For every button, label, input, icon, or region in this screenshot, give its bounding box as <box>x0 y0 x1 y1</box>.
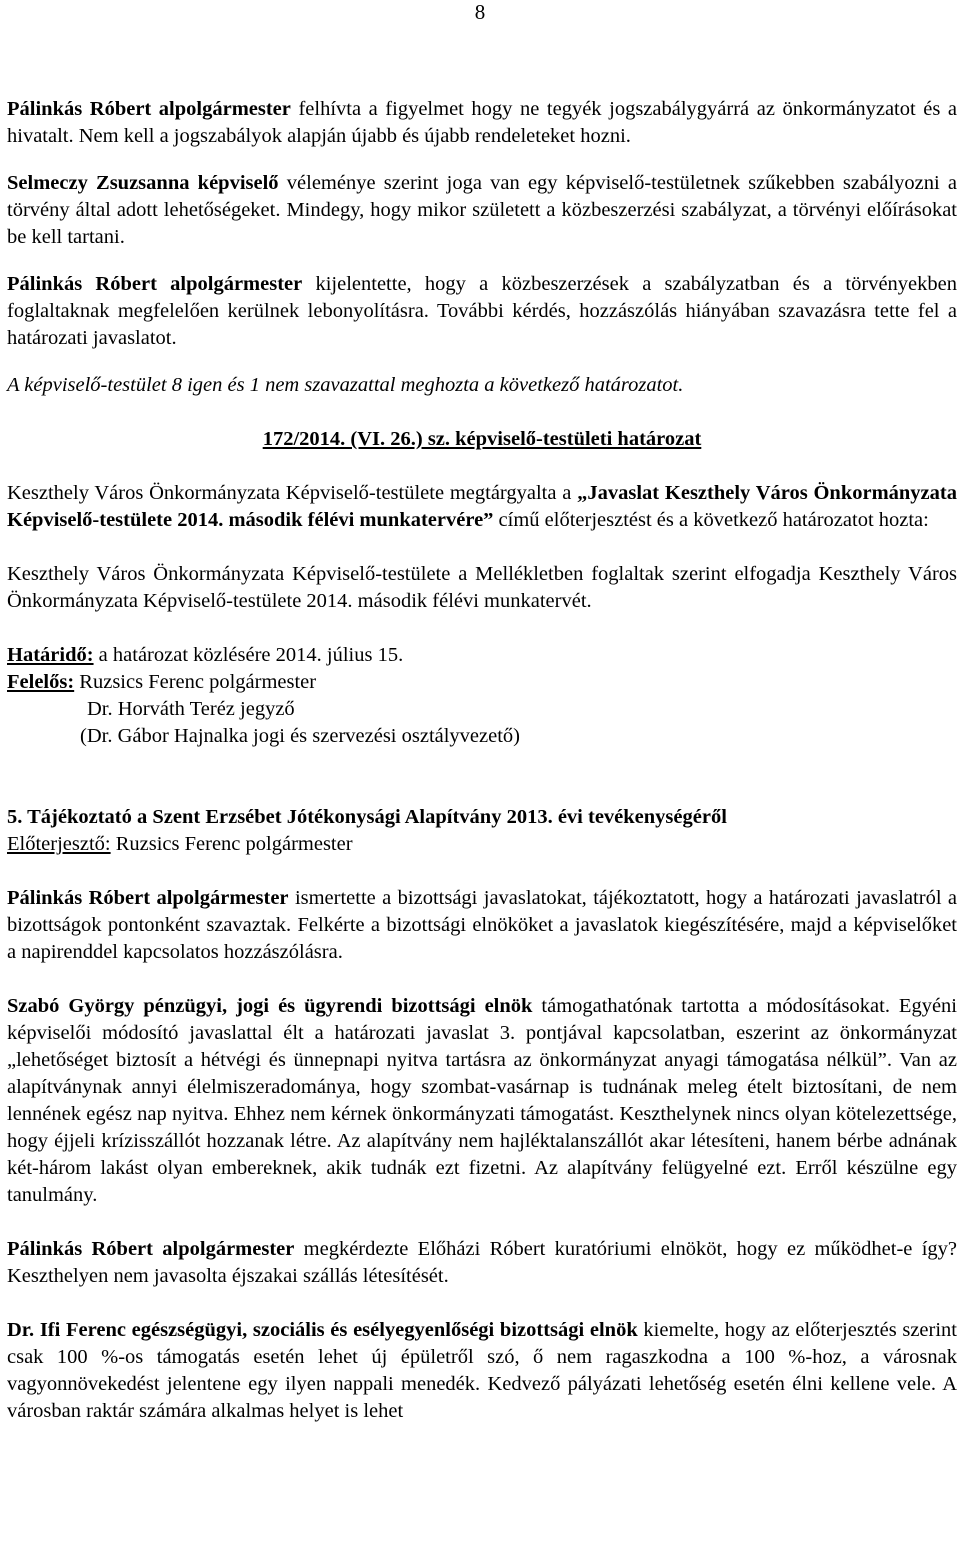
paragraph-text: kijelentette, hogy a közbeszerzések a szabályzatban és a törvényekben foglaltaknak megfelelően kerülnek lebonyolításra. További kérdés, hozzászólás hiányában szavazásra tette fel a határozati javaslatot. <box>7 273 957 349</box>
speaker-name: Pálinkás Róbert alpolgármester <box>7 1238 295 1260</box>
presenter-line: Előterjesztő: Ruzsics Ferenc polgármester <box>7 833 353 855</box>
speaker-name: Pálinkás Róbert alpolgármester <box>7 98 291 120</box>
paragraph-7 <box>7 1317 957 1425</box>
agenda-item-heading: 5. Tájékoztató a Szent Erzsébet Jótékonysági Alapítvány 2013. évi tevékenységéről <box>7 806 727 828</box>
resolution-body: Keszthely Város Önkormányzata Képviselő-testülete a Mellékletben foglaltak szerint elfogadja Keszthely Város Önkormányzata Képviselő-testülete 2014. második félévi munkatervét. <box>7 563 957 612</box>
paragraph-6 <box>7 1236 957 1290</box>
paragraph-5 <box>7 993 957 1209</box>
paragraph-2 <box>7 170 957 251</box>
speaker-name: Pálinkás Róbert alpolgármester <box>7 887 289 909</box>
paragraph-3 <box>7 271 957 352</box>
speaker-name: Dr. Ifi Ferenc egészségügyi, szociális és esélyegyenlőségi bizottsági elnök <box>7 1319 638 1341</box>
responsible-line-2: Dr. Horváth Teréz jegyző <box>87 698 295 720</box>
paragraph-text: véleménye szerint joga van egy képviselő-testületnek szűkebben szabályozni a törvény által adott lehetőségeket. Mindegy, hogy mikor született a közbeszerzési szabályzat, a törvényi előírásokat be kell tartani. <box>7 172 958 248</box>
speaker-name: Selmeczy Zsuzsanna képviselő <box>7 172 279 194</box>
resolution-title: 172/2014. (VI. 26.) sz. képviselő-testületi határozat <box>262 428 702 450</box>
responsible-line-3: (Dr. Gábor Hajnalka jogi és szervezési osztályvezető) <box>80 725 520 747</box>
vote-result: A képviselő-testület 8 igen és 1 nem szavazattal meghozta a következő határozatot. <box>7 374 684 396</box>
resolution-intro: Keszthely Város Önkormányzata Képviselő-testülete megtárgyalta a „Javaslat Keszthely Város Önkormányzata Képviselő-testülete 2014. második félévi munkatervére” című előterjesztést és a következő határozatot hozta: <box>7 482 957 531</box>
document-body <box>7 96 957 1425</box>
resolution-subject: „Javaslat Keszthely Város Önkormányzata Képviselő-testülete 2014. második félévi munkatervére” <box>7 482 957 531</box>
deadline-label: Határidő: <box>7 644 94 666</box>
responsible-line: Felelős: Ruzsics Ferenc polgármester <box>7 671 317 693</box>
presenter-label: Előterjesztő: <box>7 833 111 855</box>
paragraph-4 <box>7 885 957 966</box>
page-number: 8 <box>474 0 486 24</box>
speaker-name: Pálinkás Róbert alpolgármester <box>7 273 303 295</box>
paragraph-text: ismertette a bizottsági javaslatokat, tájékoztatott, hogy a határozati javaslatról a bizottságok pontonként szavaztak. Felkérte a bizottsági elnököket a javaslatok kiegészítésére, majd a képviselőket a napirenddel kapcsolatos hozzászólásra. <box>7 887 958 963</box>
paragraph-1 <box>7 96 957 150</box>
speaker-name: Szabó György pénzügyi, jogi és ügyrendi bizottsági elnök <box>7 995 533 1017</box>
paragraph-text: megkérdezte Előházi Róbert kuratóriumi elnököt, hogy ez működhet-e így? Keszthelyen nem javasolta éjszakai szállás létesítését. <box>7 1238 957 1287</box>
paragraph-text: felhívta a figyelmet hogy ne tegyék jogszabálygyárrá az önkormányzatot és a hivatalt. Nem kell a jogszabályok alapján újabb és újabb rendeleteket hozni. <box>7 98 958 147</box>
paragraph-text: támogathatónak tartotta a módosításokat. Egyéni képviselői módosító javaslattal élt a határozati javaslat 3. pontjával kapcsolatban, eszerint az önkormányzat „lehetőséget biztosít a hétvégi és ünnepnapi nyitva tartásra az önkormányzat anyagi támogatása nélkül”. Van az alapítványnak annyi élelmiszeradománya, hogy szombat-vasárnap is tudnának meleg ételt biztosítani, de nem lennének egész nap nyitva. Ehhez nem kérnek önkormányzati támogatást. Keszthelynek nincs olyan kötelezettsége, hogy éjjeli krízisszállót hozzanak létre. Az alapítvány nem hajléktalanszállót akar létesíteni, hanem bérbe adnának két-három lakást olyan embereknek, akik tudnák ezt fizetni. Az alapítvány felügyelné ezt. Erről készülne egy tanulmány. <box>7 995 957 1206</box>
paragraph-text: kiemelte, hogy az előterjesztés szerint csak 100 %-os támogatás esetén lehet új épületről szó, ő nem ragaszkodna a 100 %-hoz, a városnak vagyonnövekedést jelentene egy ilyen nappali menedék. Kedvező pályázati lehetőség esetén élni kellene vele. A városban raktár számára alkalmas helyet is lehet <box>7 1319 957 1422</box>
responsible-label: Felelős: <box>7 671 75 693</box>
deadline-line: Határidő: a határozat közlésére 2014. július 15. <box>7 644 404 666</box>
